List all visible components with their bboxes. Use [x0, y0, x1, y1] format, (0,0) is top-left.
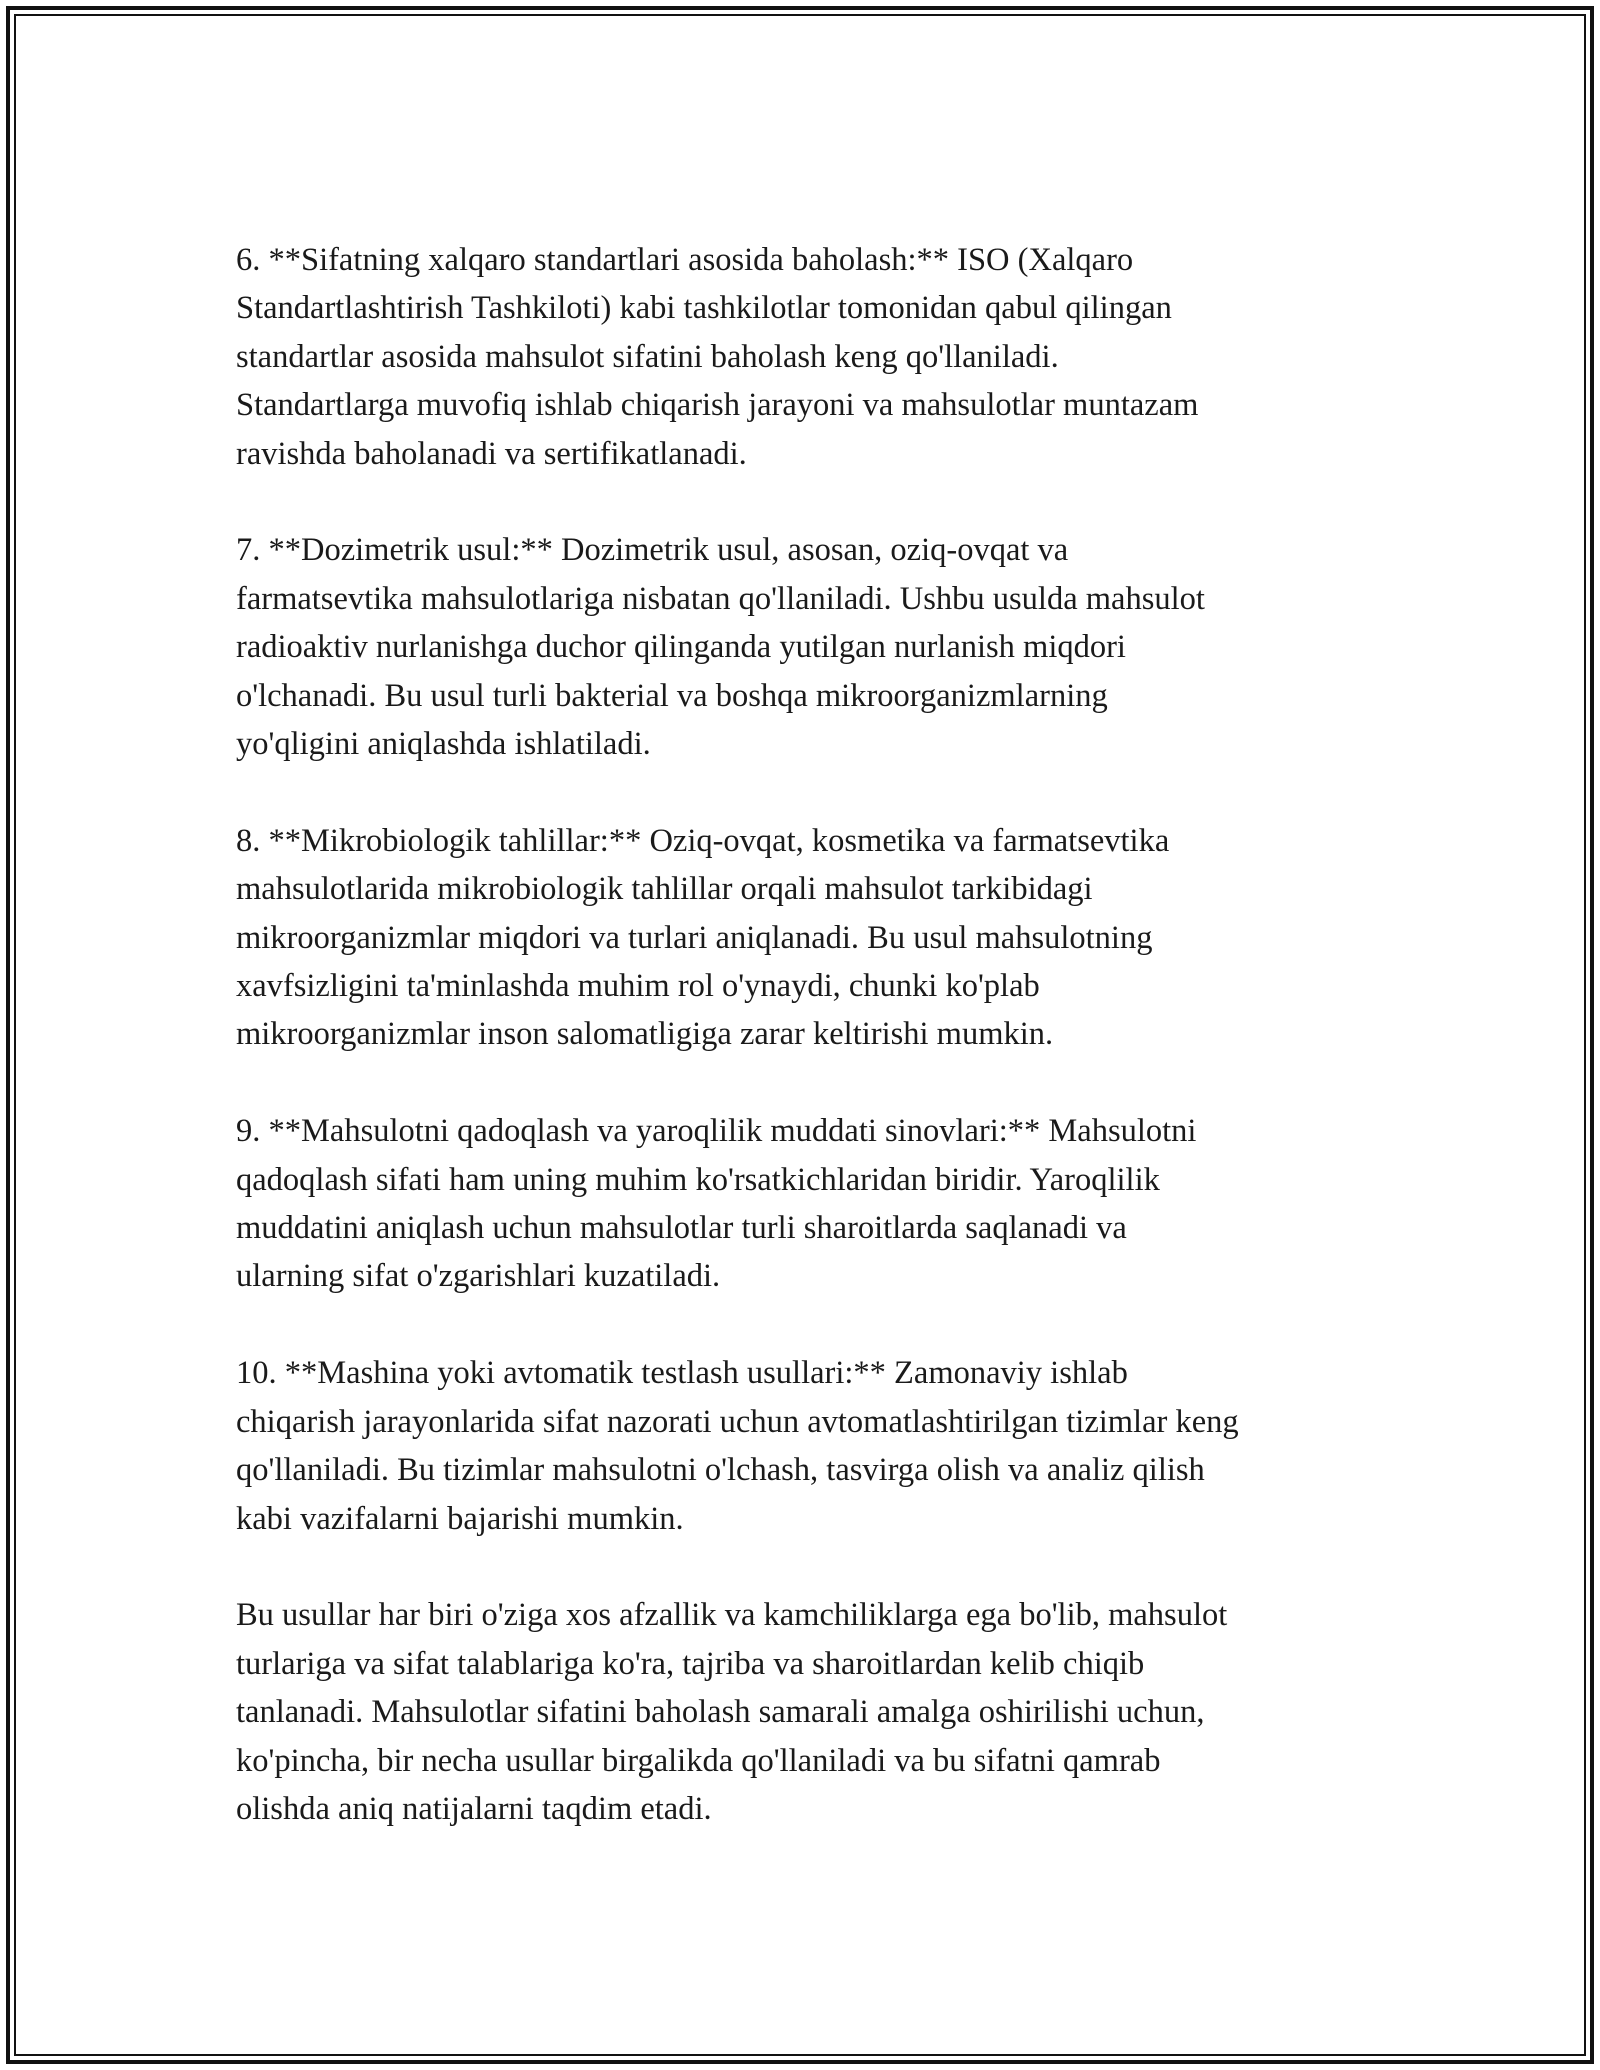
paragraph-item-6: 6. **Sifatning xalqaro standartlari asosida baholash:** ISO (Xalqaro Standartlashtirish Tashkiloti) kabi tashkilotlar tomonidan qabul qilingan standartlar asosida mahsulot sifatini baholash keng qo'llaniladi. Standartlarga muvofiq ishlab chiqarish jarayoni va mahsulotlar muntazam ravishda baholanadi va sertifikatlanadi.: [236, 242, 1199, 472]
paragraph-item-10: 10. **Mashina yoki avtomatik testlash usullari:** Zamonaviy ishlab chiqarish jarayonlarida sifat nazorati uchun avtomatlashtirilgan tizimlar keng qo'llaniladi. Bu tizimlar mahsulotni o'lchash, tasvirga olish va analiz qilish kabi vazifalarni bajarishi mumkin.: [236, 1355, 1239, 1537]
paragraph-item-8: 8. **Mikrobiologik tahlillar:** Oziq-ovqat, kosmetika va farmatsevtika mahsulotlarida mikrobiologik tahlillar orqali mahsulot tarkibidagi mikroorganizmlar miqdori va turlari aniqlanadi. Bu usul mahsulotning xavfsizligini ta'minlashda muhim rol o'ynaydi, chunki ko'plab mikroorganizmlar inson salomatligiga zarar keltirishi mumkin.: [236, 822, 1170, 1053]
paragraph-item-7: 7. **Dozimetrik usul:** Dozimetrik usul, asosan, oziq-ovqat va farmatsevtika mahsulotlariga nisbatan qo'llaniladi. Ushbu usulda mahsulot radioaktiv nurlanishga duchor qilinganda yutilgan nurlanish miqdori o'lchanadi. Bu usul turli bakterial va boshqa mikroorganizmlarning yo'qligini aniqlashda ishlatiladi.: [236, 532, 1205, 763]
paragraph-conclusion: Bu usullar har biri o'ziga xos afzallik va kamchiliklarga ega bo'lib, mahsulot turlariga va sifat talablariga ko'ra, tajriba va sharoitlardan kelib chiqib tanlanadi. Mahsulotlar sifatini baholash samarali amalga oshirilishi uchun, ko'pincha, bir necha usullar birgalikda qo'llaniladi va bu sifatni qamrab olishda aniq natijalarni taqdim etadi.: [236, 1597, 1228, 1827]
paragraph-item-9: 9. **Mahsulotni qadoqlash va yaroqlilik muddati sinovlari:** Mahsulotni qadoqlash sifati ham uning muhim ko'rsatkichlaridan biridir. Yaroqlilik muddatini aniqlash uchun mahsulotlar turli sharoitlarda saqlanadi va ularning sifat o'zgarishlari kuzatiladi.: [236, 1113, 1197, 1295]
document-body: [236, 236, 1406, 1882]
